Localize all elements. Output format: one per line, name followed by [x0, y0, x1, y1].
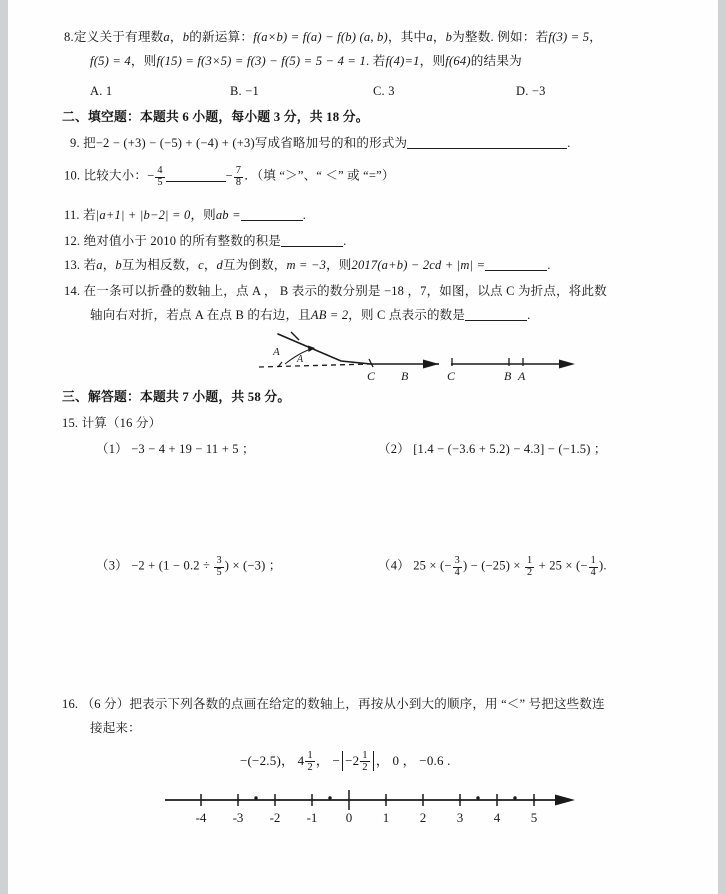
- question-9-number: 9.: [70, 136, 80, 150]
- question-15-part-1-label: （1）: [96, 442, 128, 456]
- question-8-math-5: f(4)=1: [385, 54, 420, 68]
- question-14-text-line-1: 在一条可以折叠的数轴上，点 A ， B 表示的数分别是 −18 ，7，如图，以点 C 为折点，将此数: [83, 284, 607, 298]
- question-8-math-6: f(64): [445, 54, 471, 68]
- question-14-line-1: [64, 284, 607, 299]
- number-line-axis: [163, 782, 583, 828]
- question-16-text-line-2: 接起来：: [90, 721, 141, 735]
- question-11-answer-blank[interactable]: [241, 209, 303, 222]
- option-d-key: D.: [516, 84, 529, 98]
- question-15-part-4-fraction-1: [453, 556, 462, 579]
- question-8-option-a[interactable]: [90, 84, 112, 99]
- question-16-line-1: [62, 697, 605, 712]
- question-8-option-b[interactable]: [230, 84, 259, 99]
- question-8-number: 8.: [64, 30, 74, 44]
- tick-label-1: 1: [382, 810, 390, 825]
- question-14-math-ab: AB = 2: [310, 308, 349, 322]
- figure-label-A-outer: A: [273, 346, 280, 358]
- value-3-numerator: 1: [362, 750, 368, 761]
- question-10-right-denominator: 8: [235, 176, 242, 188]
- option-a-key: A.: [90, 84, 103, 98]
- question-15-part-3-numerator: 3: [216, 555, 222, 566]
- question-10-text-b: ．（填 “＞”、“ ＜” 或 “=”）: [244, 168, 395, 183]
- question-13-text-a: 若: [83, 258, 97, 272]
- figure-label-A-inner: A: [297, 354, 304, 365]
- question-15-part-2-expr: [1.4 − (−3.6 + 5.2) − 4.3] − (−1.5) ；: [413, 442, 607, 456]
- question-10-number: 10.: [64, 168, 81, 183]
- question-11-math-b: ab =: [215, 208, 241, 222]
- value-2-denominator: 2: [307, 762, 313, 774]
- value-3: [333, 750, 376, 774]
- question-8-line-2: [90, 54, 522, 69]
- question-13-text-f: ，则: [326, 258, 352, 272]
- question-8-text-d: 为整数. 例如：若: [452, 30, 549, 44]
- question-8-comma-1: ，: [169, 30, 183, 44]
- question-8-text-a: 定义关于有理数: [73, 30, 164, 44]
- question-11-math-a: |a+1| + |b−2| = 0: [95, 208, 191, 222]
- tick-label-0: 0: [345, 810, 353, 825]
- question-10-left-fraction: [155, 166, 164, 189]
- tick-label-2: 2: [419, 810, 427, 825]
- value-1: −(−2.5)，: [240, 752, 295, 768]
- question-15-part-3-label: （3）: [96, 558, 128, 573]
- question-13-var-c: c: [198, 258, 204, 272]
- value-3-separator: ，: [375, 752, 390, 768]
- question-8-line1-end: ，: [589, 30, 603, 44]
- question-14-answer-blank[interactable]: [465, 309, 527, 322]
- section-2-heading: 二、填空题：本题共 6 小题，每小题 3 分，共 18 分。: [62, 110, 369, 124]
- question-10-right-fraction: [234, 166, 243, 189]
- abs-bar-right: [373, 751, 374, 771]
- question-14-text-line-2-b: ，则 C 点表示的数是: [348, 308, 466, 322]
- question-15-part-4-mid-1: ) − (−25) ×: [462, 558, 524, 573]
- question-12-answer-blank[interactable]: [281, 235, 343, 248]
- paper-sheet: [8, 0, 718, 894]
- question-15-part-4-fraction-2: [525, 556, 534, 579]
- question-8-var-b: b: [182, 30, 190, 44]
- question-11-number: 11.: [64, 208, 80, 222]
- option-c-key: C.: [373, 84, 385, 98]
- value-2-fraction: [305, 750, 315, 774]
- question-8-text-b: 的新运算：: [189, 30, 254, 44]
- question-8-math-3: f(5) = 4: [90, 54, 131, 68]
- question-8-text-h: 的结果为: [470, 54, 522, 68]
- value-5: −0.6 .: [419, 752, 451, 768]
- question-13-math-m: m = −3: [286, 258, 327, 272]
- question-15-number: 15.: [62, 416, 79, 430]
- question-13-text-c: 互为相反数，: [121, 258, 199, 272]
- question-16-number: 16.: [62, 697, 79, 711]
- folded-number-line-figure: [223, 331, 526, 383]
- question-15-part-1: [96, 442, 255, 457]
- figure-label-A-right: A: [518, 369, 526, 383]
- question-9-answer-blank[interactable]: [407, 137, 567, 150]
- question-15-part-3: [96, 556, 281, 579]
- question-8-var-a2: a: [426, 30, 433, 44]
- question-15-part-4-expr-pre: 25 × (−: [413, 558, 452, 573]
- question-15-part-3-fraction: [214, 556, 223, 579]
- question-8-line-1: [64, 30, 602, 45]
- page-left-edge-strip: [0, 0, 8, 894]
- question-8-option-d[interactable]: [516, 84, 546, 99]
- question-13-text-b: ，: [102, 258, 116, 272]
- question-9: [70, 136, 571, 151]
- question-15-part-2: [378, 442, 607, 457]
- question-16-text-line-1: （6 分）把表示下列各数的点画在给定的数轴上，再按从小到大的顺序，用 “＜” 号把这些数连: [81, 697, 605, 711]
- question-15-part-4-label: （4）: [378, 558, 410, 573]
- value-2-numerator: 1: [307, 750, 313, 761]
- value-2-separator: ，: [315, 752, 330, 768]
- question-8-var-a: a: [163, 30, 170, 44]
- option-b-key: B.: [230, 84, 242, 98]
- question-15-part-4-numerator-3: 1: [590, 555, 596, 566]
- question-8-option-c[interactable]: [373, 84, 395, 99]
- question-16-value-list: [240, 750, 451, 774]
- section-3-heading: 三、解答题：本题共 7 小题，共 58 分。: [62, 390, 291, 404]
- question-8-var-b2: b: [445, 30, 453, 44]
- question-10-right-numerator: 7: [235, 165, 242, 176]
- question-15-part-3-expr-post: ) × (−3) ；: [224, 558, 282, 573]
- question-15-part-4-fraction-3: [589, 556, 598, 579]
- value-3-outer-sign: −: [332, 752, 341, 768]
- tick-label-4: 4: [493, 810, 501, 825]
- question-16-line-2: [90, 721, 141, 736]
- question-15-part-4: [378, 556, 607, 579]
- question-8-math-1: f(a×b) = f(a) − f(b) (a, b): [253, 30, 388, 44]
- question-15-part-4-denominator-3: 4: [590, 566, 596, 578]
- value-2-integer: 4: [297, 752, 305, 768]
- question-12: [64, 234, 346, 249]
- tick-label-3: 3: [456, 810, 464, 825]
- option-c-value: 3: [388, 84, 395, 98]
- figure-label-B-left: B: [401, 369, 409, 383]
- question-11-tail: .: [302, 208, 307, 222]
- question-10-text-a: 比较大小：: [83, 168, 148, 183]
- question-14-line-2: [90, 308, 530, 323]
- question-13-text-d: ，: [203, 258, 217, 272]
- question-8-text-c: ，其中: [387, 30, 427, 44]
- option-a-value: 1: [105, 84, 113, 98]
- page-right-edge-strip: [718, 0, 726, 894]
- question-10-right-sign: −: [225, 168, 233, 183]
- question-10: [64, 166, 395, 189]
- question-14-tail: .: [527, 308, 531, 322]
- question-10-left-sign: −: [147, 168, 155, 183]
- question-10-left-denominator: 5: [157, 176, 163, 188]
- question-15-title: 计算（16 分）: [81, 416, 162, 430]
- value-2: [298, 750, 316, 774]
- question-8-text-g: ，则: [419, 54, 446, 68]
- question-9-tail: .: [567, 136, 571, 150]
- figure-label-B-right: B: [504, 369, 512, 383]
- option-d-value: −3: [531, 84, 546, 98]
- question-13-tail: .: [547, 258, 551, 272]
- question-10-left-numerator: 4: [157, 165, 163, 176]
- question-15-part-4-numerator-1: 3: [454, 555, 460, 566]
- question-9-math: −2 − (+3) − (−5) + (−4) + (+3): [95, 136, 255, 150]
- question-13-math-expr: 2017(a+b) − 2cd + |m| =: [351, 258, 486, 272]
- question-12-number: 12.: [64, 234, 81, 248]
- tick-label--2: -2: [269, 810, 281, 825]
- question-8-math-4: f(15) = f(3×5) = f(3) − f(5) = 5 − 4 = 1: [156, 54, 366, 68]
- question-13-number: 13.: [64, 258, 81, 272]
- question-13-var-d: d: [216, 258, 223, 272]
- question-15-part-3-expr-pre: −2 + (1 − 0.2 ÷: [131, 558, 214, 573]
- value-3-integer: −2: [345, 752, 360, 768]
- question-11-text-b: ，则: [190, 208, 216, 222]
- question-15-part-1-expr: −3 − 4 + 19 − 11 + 5 ；: [131, 442, 255, 456]
- question-9-text-b: 写成省略加号的和的形式为: [254, 136, 408, 150]
- question-8-comma-2: ，: [432, 30, 446, 44]
- tick-label--4: -4: [195, 810, 207, 825]
- question-15-part-4-numerator-2: 1: [526, 555, 533, 566]
- figure-label-C-right: C: [447, 369, 456, 383]
- question-8-math-2: f(3) = 5: [548, 30, 590, 44]
- question-11-text-a: 若: [83, 208, 96, 222]
- question-11: [64, 208, 306, 223]
- question-13: [64, 258, 551, 273]
- tick-label--1: -1: [306, 810, 318, 825]
- question-15-part-4-denominator-1: 4: [454, 566, 460, 578]
- question-15-part-4-denominator-2: 2: [526, 566, 533, 578]
- question-8-text-e: ，则: [130, 54, 157, 68]
- value-4: 0 ，: [392, 752, 416, 768]
- question-14-number: 14.: [64, 284, 81, 298]
- question-12-text-a: 绝对值小于 2010 的所有整数的积是: [83, 234, 282, 248]
- question-15-part-4-expr-post: ).: [598, 558, 607, 573]
- option-b-value: −1: [245, 84, 259, 98]
- figure-label-C-left: C: [367, 369, 376, 383]
- value-3-fraction: [360, 750, 370, 774]
- question-9-text-a: 把: [83, 136, 96, 150]
- question-10-answer-blank[interactable]: [166, 169, 226, 182]
- question-13-var-b: b: [115, 258, 122, 272]
- question-15-part-3-denominator: 5: [216, 566, 222, 578]
- tick-label--3: -3: [232, 810, 244, 825]
- question-8-text-f: . 若: [365, 54, 386, 68]
- question-12-tail: .: [343, 234, 347, 248]
- question-13-answer-blank[interactable]: [485, 259, 547, 272]
- question-15-part-2-label: （2）: [378, 442, 410, 456]
- question-15-part-4-mid-2: + 25 × (−: [535, 558, 588, 573]
- question-15-title-row: [62, 416, 161, 431]
- question-13-text-e: 互为倒数，: [222, 258, 287, 272]
- question-13-var-a: a: [96, 258, 103, 272]
- question-14-text-line-2-a: 轴向右对折，若点 A 在点 B 的右边，且: [90, 308, 311, 322]
- value-3-denominator: 2: [362, 762, 368, 774]
- abs-bar-left: [342, 751, 343, 771]
- tick-label-5: 5: [530, 810, 538, 825]
